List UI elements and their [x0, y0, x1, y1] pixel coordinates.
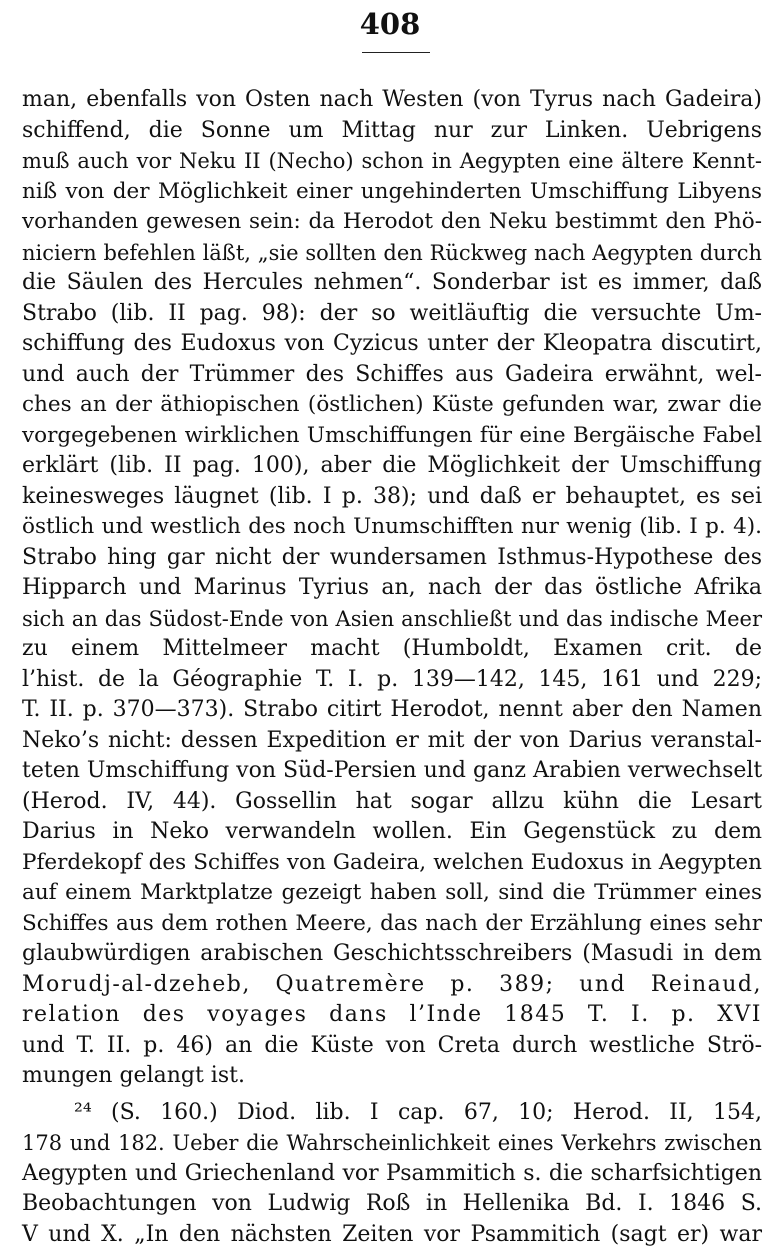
- text-line: teten Umschiffung von Süd-Persien und ganz Arabien verwechselt: [22, 756, 762, 787]
- text-line: mungen gelangt ist.: [22, 1061, 762, 1092]
- text-line: (Herod. IV, 44). Gossellin hat sogar allzu kühn die Lesart: [22, 787, 762, 818]
- text-line: Morudj-al-dzeheb, Quatremère p. 389; und Reinaud,: [22, 970, 762, 1001]
- footnote-line: Beobachtungen von Ludwig Roß in Hellenika Bd. I. 1846 S.: [22, 1189, 762, 1220]
- text-line: schiffend, die Sonne um Mittag nur zur Linken. Uebrigens: [22, 116, 762, 147]
- text-line: keinesweges läugnet (lib. I p. 38); und daß er behauptet, es sei: [22, 482, 762, 513]
- text-line: schiffung des Eudoxus von Cyzicus unter der Kleopatra discutirt,: [22, 329, 762, 360]
- text-line: Strabo hing gar nicht der wundersamen Isthmus-Hypothese des: [22, 543, 762, 574]
- text-line: erklärt (lib. II pag. 100), aber die Möglichkeit der Umschiffung: [22, 451, 762, 482]
- text-line: auf einem Marktplatze gezeigt haben soll, sind die Trümmer eines: [22, 878, 762, 909]
- text-line: und T. II. p. 46) an die Küste von Creta durch westliche Strö-: [22, 1031, 762, 1062]
- text-line: niß von der Möglichkeit einer ungehinderten Umschiffung Libyens: [22, 177, 762, 208]
- text-line: muß auch vor Neku II (Necho) schon in Aegypten eine ältere Kennt-: [22, 146, 762, 177]
- body-text: [22, 85, 762, 1250]
- text-line: Neko’s nicht: dessen Expedition er mit der von Darius veranstal-: [22, 726, 762, 757]
- header-rule: [362, 52, 430, 53]
- text-line: vorgegebenen wirklichen Umschiffungen für eine Bergäische Fabel: [22, 421, 762, 452]
- text-line: Schiffes aus dem rothen Meere, das nach der Erzählung eines sehr: [22, 909, 762, 940]
- text-line: Strabo (lib. II pag. 98): der so weitläuftig die versuchte Um-: [22, 299, 762, 330]
- text-line: niciern befehlen läßt, „sie sollten den Rückweg nach Aegypten durch: [22, 238, 762, 269]
- text-line: und auch der Trümmer des Schiffes aus Gadeira erwähnt, wel-: [22, 360, 762, 391]
- footnote-line: 178 und 182. Ueber die Wahrscheinlichkeit eines Verkehrs zwischen: [22, 1128, 762, 1159]
- footnote-line: ²⁴ (S. 160.) Diod. lib. I cap. 67, 10; Herod. II, 154,: [22, 1098, 762, 1129]
- text-line: ches an der äthiopischen (östlichen) Küste gefunden war, zwar die: [22, 390, 762, 421]
- text-line: die Säulen des Hercules nehmen“. Sonderbar ist es immer, daß: [22, 268, 762, 299]
- text-line: zu einem Mittelmeer macht (Humboldt, Examen crit. de: [22, 634, 762, 665]
- text-line: vorhanden gewesen sein: da Herodot den Neku bestimmt den Phö-: [22, 207, 762, 238]
- page-number: 408: [0, 6, 780, 42]
- text-line: Hipparch und Marinus Tyrius an, nach der das östliche Afrika: [22, 573, 762, 604]
- text-line: T. II. p. 370—373). Strabo citirt Herodot, nennt aber den Namen: [22, 695, 762, 726]
- footnote-line: Aegypten und Griechenland vor Psammitich s. die scharfsichtigen: [22, 1159, 762, 1190]
- text-line: Darius in Neko verwandeln wollen. Ein Gegenstück zu dem: [22, 817, 762, 848]
- text-line: östlich und westlich des noch Unumschifften nur wenig (lib. I p. 4).: [22, 512, 762, 543]
- text-line: man, ebenfalls von Osten nach Westen (von Tyrus nach Gadeira): [22, 85, 762, 116]
- text-line: relation des voyages dans l’Inde 1845 T. I. p. XVI: [22, 1000, 762, 1031]
- footnote-line: V und X. „In den nächsten Zeiten vor Psammitich (sagt er) war: [22, 1220, 762, 1250]
- text-line: l’hist. de la Géographie T. I. p. 139—142, 145, 161 und 229;: [22, 665, 762, 696]
- text-line: Pferdekopf des Schiffes von Gadeira, welchen Eudoxus in Aegypten: [22, 848, 762, 879]
- text-line: sich an das Südost-Ende von Asien anschließt und das indische Meer: [22, 604, 762, 635]
- text-line: glaubwürdigen arabischen Geschichtsschreibers (Masudi in dem: [22, 939, 762, 970]
